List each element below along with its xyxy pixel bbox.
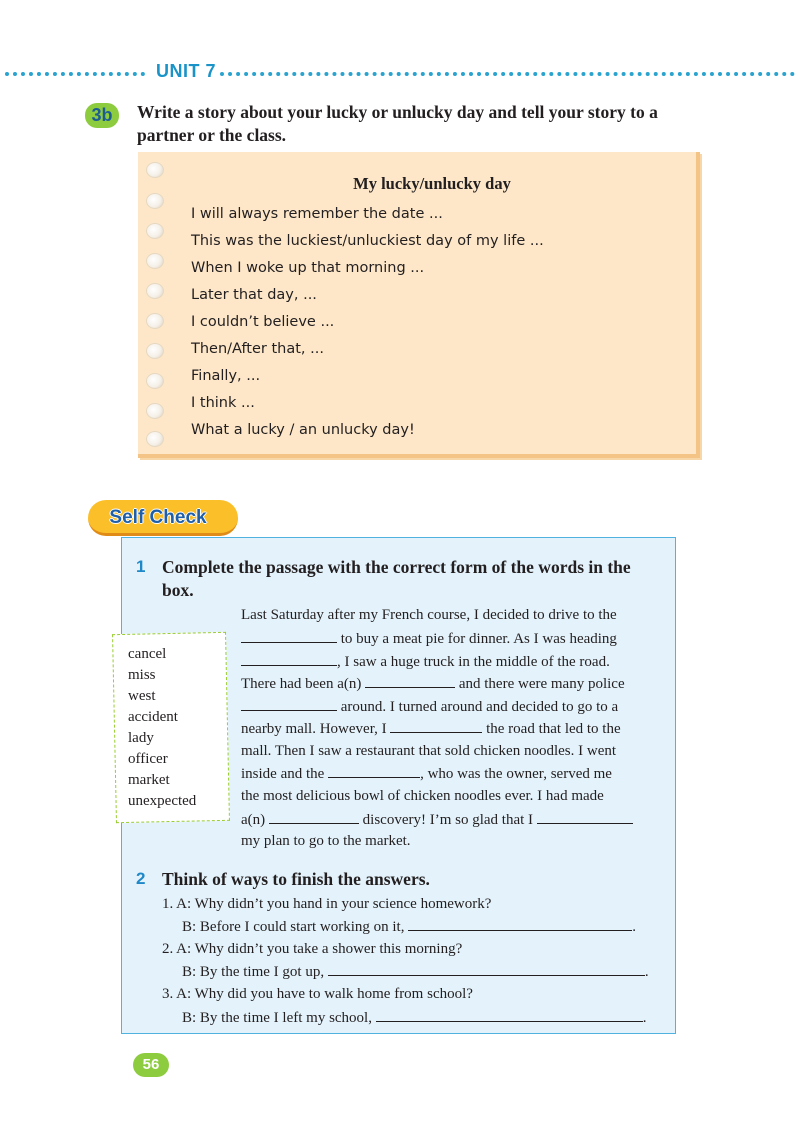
word-box-item: cancel	[128, 646, 167, 662]
notepad-line: I will always remember the date ...	[191, 206, 443, 222]
header-dotted-rule-right	[220, 72, 795, 76]
passage-line	[241, 607, 617, 624]
q2-question: 3. A: Why did you have to walk home from school?	[162, 986, 473, 1002]
page-number: 56	[133, 1053, 169, 1077]
fill-blank[interactable]	[241, 698, 337, 711]
fill-blank[interactable]	[241, 653, 337, 666]
notepad-title: My lucky/unlucky day	[353, 174, 511, 193]
binder-ring-icon	[146, 373, 164, 389]
question-line: Complete the passage with the correct form of the words in the	[162, 557, 631, 577]
q2-answer-prompt: B: Before I could start working on it,	[182, 919, 405, 935]
fill-blank[interactable]	[269, 811, 359, 824]
passage-text: , I saw a huge truck in the middle of the road.	[337, 654, 610, 670]
passage-text: There had been a(n)	[241, 676, 366, 692]
binder-ring-icon	[146, 431, 164, 447]
question-text: Think of ways to finish the answers.	[162, 869, 430, 889]
binder-ring-icon	[146, 343, 164, 359]
binder-ring-icon	[146, 313, 164, 329]
q2-answer-line: B: Before I could start working on it, .	[182, 919, 636, 935]
passage-line	[241, 720, 621, 738]
passage-line	[241, 833, 411, 850]
activity-instruction	[137, 101, 737, 147]
instruction-line: partner or the class.	[137, 125, 287, 145]
passage-text: the most delicious bowl of chicken noodles ever. I had made	[241, 788, 604, 804]
passage-line	[241, 743, 616, 760]
binder-ring-icon	[146, 403, 164, 419]
q2-question: 1. A: Why didn’t you hand in your science homework?	[162, 896, 492, 912]
notepad-line: I think ...	[191, 395, 255, 411]
fill-blank[interactable]	[328, 765, 420, 778]
binder-ring-icon	[146, 193, 164, 209]
question-number: 1	[136, 557, 146, 576]
passage-line	[241, 630, 617, 648]
word-box-item: miss	[128, 667, 156, 683]
word-box-item: unexpected	[128, 793, 197, 809]
instruction-line: Write a story about your lucky or unlucky day and tell your story to a	[137, 102, 658, 122]
fill-blank[interactable]	[390, 720, 482, 733]
unit-title: UNIT 7	[156, 61, 217, 81]
passage-line	[241, 765, 612, 783]
fill-blank[interactable]	[365, 675, 455, 688]
passage-text: discovery! I’m so glad that I	[362, 812, 537, 828]
passage-text: , who was the owner, served me	[420, 766, 612, 782]
passage-text: around. I turned around and decided to go to a	[340, 699, 619, 715]
notepad-line: Then/After that, ...	[191, 341, 324, 357]
notepad	[138, 152, 700, 458]
binder-ring-icon	[146, 283, 164, 299]
binder-ring-icon	[146, 223, 164, 239]
answer-blank[interactable]	[408, 918, 632, 931]
word-box-item: market	[128, 772, 170, 788]
passage-text: to buy a meat pie for dinner. As I was heading	[340, 631, 617, 647]
passage-line	[241, 788, 604, 805]
passage-line	[241, 653, 610, 671]
passage-text: nearby mall. However, I	[241, 721, 391, 737]
passage-line	[241, 698, 618, 716]
passage-text: Last Saturday after my French course, I decided to drive to the	[241, 607, 617, 623]
q2-answer-prompt: B: By the time I got up,	[182, 964, 325, 980]
notepad-line: I couldn’t believe ...	[191, 314, 335, 330]
q2-answer-prompt: B: By the time I left my school,	[182, 1010, 372, 1026]
passage-text: my plan to go to the market.	[241, 833, 411, 849]
binder-ring-icon	[146, 253, 164, 269]
notepad-line: Later that day, ...	[191, 287, 317, 303]
q2-answer-line: B: By the time I left my school, .	[182, 1010, 647, 1026]
activity-badge: 3b	[85, 103, 119, 128]
word-box-item: lady	[128, 730, 154, 746]
header-dotted-rule-left	[5, 72, 145, 76]
answer-blank[interactable]	[376, 1009, 643, 1022]
passage-text: and there were many police	[458, 676, 625, 692]
passage-line	[241, 811, 633, 829]
notepad-line: What a lucky / an unlucky day!	[191, 422, 415, 438]
self-check-label: Self Check	[109, 507, 207, 528]
notepad-line: When I woke up that morning ...	[191, 260, 425, 276]
question-number: 2	[136, 869, 146, 888]
notepad-line: Finally, ...	[191, 368, 261, 384]
fill-blank[interactable]	[537, 811, 633, 824]
word-box-item: officer	[128, 751, 168, 767]
passage-text: a(n)	[241, 812, 269, 828]
notepad-rings	[146, 158, 166, 448]
passage-text: the road that led to the	[486, 721, 621, 737]
notepad-line: This was the luckiest/unluckiest day of my life ...	[191, 233, 544, 249]
passage-text: inside and the	[241, 766, 329, 782]
word-box-item: accident	[128, 709, 178, 725]
fill-blank[interactable]	[241, 630, 337, 643]
question-line: box.	[162, 580, 194, 600]
answer-blank[interactable]	[328, 963, 645, 976]
question-text	[162, 556, 672, 602]
q2-question: 2. A: Why didn’t you take a shower this morning?	[162, 941, 463, 957]
q2-answer-line: B: By the time I got up, .	[182, 964, 649, 980]
word-box-item: west	[128, 688, 156, 704]
passage-text: mall. Then I saw a restaurant that sold chicken noodles. I went	[241, 743, 617, 759]
passage-line	[241, 675, 625, 693]
